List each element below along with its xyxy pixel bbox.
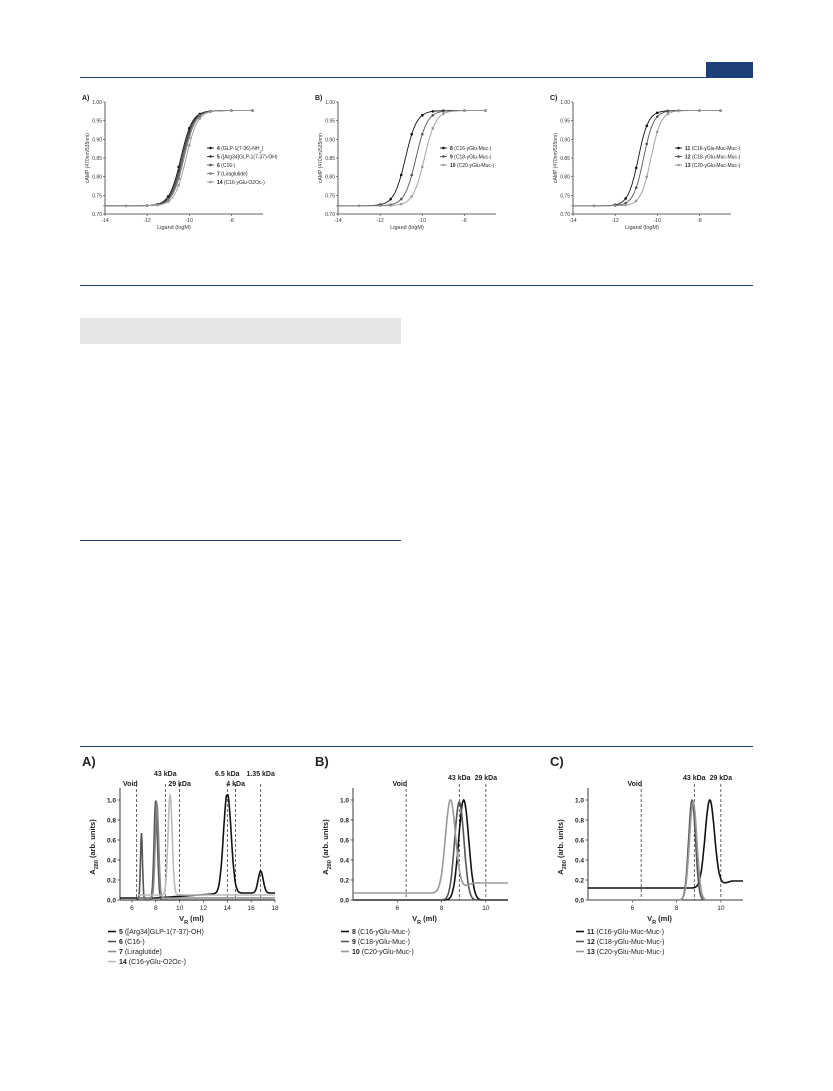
y-tick-label: 0.80 [92,174,102,181]
figure-separator-bottom [80,746,753,747]
legend-marker [442,147,445,150]
data-point [698,109,701,112]
size-marker-label: 1.35 kDa [246,771,275,778]
y-tick-label: 1.0 [106,797,116,805]
panel-label: A) [82,754,96,769]
data-point [421,133,424,136]
y-tick-label: 0.90 [560,137,570,144]
legend-entry: 12 (C18-yGlu-Muc-Muc-) [685,154,741,161]
data-point [389,198,392,201]
legend-marker [209,172,212,175]
legend-entry: 13 (C20-yGlu-Muc-Muc-) [685,163,741,169]
y-tick-label: 0.2 [574,877,584,885]
data-point [719,109,722,112]
x-axis-label: Ligand (logM) [157,225,191,231]
data-point [593,204,596,207]
size-marker-label: 43 kDa [682,775,706,782]
size-marker-label: 6.5 kDa [215,771,240,778]
data-point [677,110,680,113]
size-marker-label: 4 kDa [226,781,245,788]
legend-entry: 13 (C20-yGlu-Muc-Muc-) [587,949,665,956]
y-axis-label: cAMP (470nm/535nm) [318,133,324,183]
y-tick-label: 0.4 [574,857,584,865]
legend-entry: 6 (C16-) [119,939,145,946]
y-tick-label: 0.2 [339,877,349,885]
x-tick-label: 6 [395,905,400,912]
y-tick-label: 0.8 [339,817,349,825]
x-tick-label: 10 [175,905,184,912]
panel-label: C) [550,95,558,102]
x-tick-label: 12 [199,905,208,912]
data-point [656,131,659,134]
y-tick-label: 0.90 [325,137,335,144]
legend-entry: 9 (C18-yGlu-Muc-) [450,154,492,161]
page-tab-marker [706,62,753,77]
legend-marker [442,155,445,158]
data-point [442,110,445,113]
y-tick-label: 0.75 [560,193,570,200]
size-marker-label: 29 kDa [168,781,191,788]
data-point [104,204,107,207]
size-marker-label: 29 kDa [474,775,498,782]
y-tick-label: 0.70 [560,212,570,218]
legend-entry: 8 (C16-yGlu-Muc-) [352,929,410,936]
trace-line [353,800,508,893]
x-axis-label: Ligand (logM) [390,225,424,231]
legend-entry: 9 (C18-yGlu-Muc-) [352,939,410,946]
data-point [614,204,617,207]
x-tick-label: 8 [439,905,444,912]
y-tick-label: 0.75 [92,193,102,200]
data-point [251,109,254,112]
x-tick-label: -8 [697,218,702,224]
y-tick-label: 1.00 [325,100,335,106]
data-point [125,204,128,207]
x-tick-label: 18 [271,905,279,912]
section-heading-box [80,318,401,344]
column-rule [80,540,401,541]
y-tick-label: 0.0 [574,897,584,905]
x-axis-label: $V_R$ (ml) [412,914,437,926]
data-point [635,167,638,170]
data-point [635,186,638,189]
data-point [188,136,191,139]
panel-label: A) [82,95,90,102]
legend-entry: 12 (C18-yGlu-Muc-Muc-) [587,939,665,946]
data-point [463,109,466,112]
y-tick-label: 0.6 [339,837,349,845]
data-point [656,115,659,118]
y-axis-label: $A_{280}$ (arb. units) [88,819,100,875]
y-tick-label: 0.70 [325,212,335,218]
data-point [645,143,648,146]
y-axis-label: $A_{280}$ (arb. units) [556,819,568,875]
legend-entry: 6 (C16-) [217,163,236,169]
data-point [177,177,180,180]
x-tick-label: 10 [717,905,725,912]
data-point [400,198,403,201]
legend-entry: 7 (Liraglutide) [217,171,248,178]
dose-response-chart-a [80,88,280,233]
data-point [389,204,392,207]
data-point [188,144,191,147]
x-tick-label: -12 [611,218,619,224]
legend-entry: 10 (C20-yGlu-Muc-) [352,949,414,956]
x-tick-label: -8 [462,218,467,224]
x-axis-label: Ligand (logM) [625,225,659,231]
legend-entry: 8 (C16-yGlu-Muc-) [450,146,492,152]
data-point [432,127,435,130]
dose-response-chart-b [313,88,523,233]
trace-line [588,800,743,900]
data-point [400,174,403,177]
legend-marker [677,155,680,158]
x-tick-label: 10 [482,905,490,912]
data-point [442,113,445,116]
x-tick-label: -14 [569,218,577,224]
y-tick-label: 0.6 [574,837,584,845]
x-tick-label: -8 [229,218,234,224]
data-point [624,204,627,207]
size-marker-label: Void [123,781,138,788]
y-tick-label: 0.4 [339,857,349,865]
y-tick-label: 1.0 [574,797,584,805]
legend-entry: 5 ([Arg34]GLP-1(7-37)-OH) [217,154,278,161]
trace-line [588,802,743,900]
data-point [199,117,202,120]
legend-entry: 11 (C16-yGlu-Muc-Muc-) [685,146,741,152]
x-tick-label: -12 [143,218,151,224]
legend-marker [442,164,445,167]
legend-marker [209,164,212,167]
x-tick-label: 6 [130,905,134,912]
y-tick-label: 0.80 [560,174,570,181]
trace-line [353,800,508,900]
data-point [667,110,670,113]
y-tick-label: 0.75 [325,193,335,200]
panel-label: B) [315,754,329,769]
x-tick-label: -10 [185,218,193,224]
legend-entry: 10 (C20-yGlu-Muc-) [450,163,495,169]
sec-chart-a [80,750,290,980]
size-marker-label: Void [627,781,643,788]
y-tick-label: 0.90 [92,137,102,144]
y-tick-label: 0.8 [106,817,116,825]
y-tick-label: 0.4 [106,857,116,865]
x-tick-label: 6 [630,905,635,912]
size-marker-label: Void [392,781,408,788]
data-point [167,201,170,204]
data-point [177,184,180,187]
data-point [358,204,361,207]
y-tick-label: 0.0 [339,897,349,905]
y-tick-label: 1.0 [339,797,349,805]
y-tick-label: 0.95 [92,118,102,125]
data-point [484,109,487,112]
legend-marker [209,181,212,184]
data-point [656,112,659,115]
y-axis-label: $A_{280}$ (arb. units) [321,819,333,875]
legend-entry: 11 (C16-yGlu-Muc-Muc-) [587,929,665,936]
legend-entry: 14 (C16-yGlu-O2Oc-) [217,180,265,186]
data-point [410,133,413,136]
x-tick-label: -14 [334,218,342,224]
dose-response-chart-c [548,88,758,233]
data-point [400,203,403,206]
x-tick-label: 16 [247,905,255,912]
y-axis-label: cAMP (470nm/535nm) [553,133,559,183]
data-point [645,176,648,179]
data-point [230,109,233,112]
size-marker-label: 43 kDa [447,775,471,782]
y-tick-label: 0.70 [92,212,102,218]
sec-chart-b [313,750,528,980]
y-tick-label: 0.85 [92,156,102,162]
trace-line [588,800,743,888]
trace-line [353,802,508,900]
data-point [156,204,159,207]
legend-marker [677,147,680,150]
data-point [635,200,638,203]
y-tick-label: 0.8 [574,817,584,825]
data-point [421,166,424,169]
data-point [421,114,424,117]
y-tick-label: 0.80 [325,174,335,181]
legend-marker [677,164,680,167]
y-tick-label: 0.85 [560,156,570,162]
y-tick-label: 1.00 [560,100,570,106]
data-point [667,113,670,116]
legend-entry: 7 (Liraglutide) [119,949,162,956]
y-tick-label: 0.95 [560,118,570,125]
legend-entry: 4 $(GLP-1(7-36)-NH_2)$ [217,146,264,154]
data-point [432,114,435,117]
x-axis-label: $V_R$ (ml) [647,914,672,926]
y-tick-label: 0.85 [325,156,335,162]
x-tick-label: -10 [653,218,661,224]
data-point [432,110,435,113]
size-marker-label: 43 kDa [154,771,177,778]
legend-entry: 5 ([Arg34]GLP-1(7-37)-OH) [119,929,204,936]
header-rule [80,77,753,78]
figure-separator-top [80,285,753,286]
data-point [209,111,212,114]
y-tick-label: 0.6 [106,837,116,845]
data-point [645,125,648,128]
legend-marker [209,147,212,150]
y-axis-label: cAMP (470nm/535nm) [85,133,91,183]
data-point [379,204,382,207]
y-tick-label: 0.95 [325,118,335,125]
x-tick-label: 8 [674,905,679,912]
panel-label: B) [315,95,323,102]
sec-chart-c [548,750,758,980]
x-tick-label: -10 [418,218,426,224]
x-tick-label: 14 [223,905,231,912]
x-tick-label: -12 [376,218,384,224]
y-tick-label: 0.0 [106,897,116,905]
data-point [572,204,575,207]
panel-label: C) [550,754,564,769]
data-point [337,204,340,207]
data-point [146,204,149,207]
x-tick-label: -14 [101,218,109,224]
legend-marker [209,155,212,158]
y-tick-label: 0.2 [106,877,116,885]
size-marker-label: 29 kDa [709,775,733,782]
y-tick-label: 1.00 [92,100,102,106]
x-tick-label: 8 [153,905,158,912]
legend-entry: 14 (C16-yGlu-O2Oc-) [119,959,186,966]
data-point [410,174,413,177]
x-axis-label: $V_R$ (ml) [179,914,204,926]
data-point [410,195,413,198]
data-point [624,197,627,200]
